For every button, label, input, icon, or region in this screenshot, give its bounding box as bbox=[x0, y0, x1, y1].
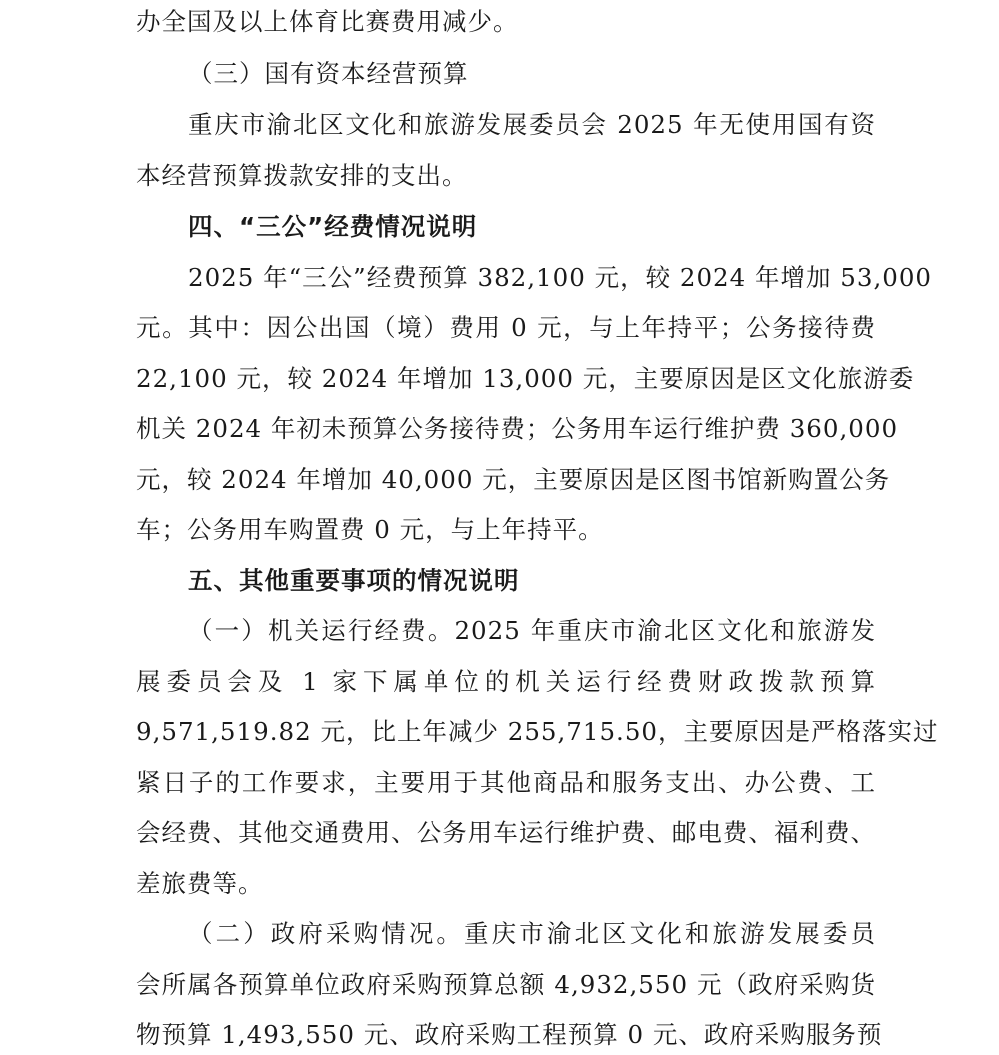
paragraph-line: 9,571,519.82 元，比上年减少 255,715.50，主要原因是严格落实过 bbox=[136, 717, 939, 746]
paragraph-line: 差旅费等。 bbox=[136, 869, 264, 898]
paragraph-line: 22,100 元，较 2024 年增加 13,000 元，主要原因是区文化旅游委 bbox=[136, 364, 915, 393]
paragraph-line: 展委员会及 1 家下属单位的机关运行经费财政拨款预算 bbox=[136, 667, 876, 696]
paragraph-line: （一）机关运行经费。2025 年重庆市渝北区文化和旅游发 bbox=[188, 616, 876, 645]
paragraph-line: 会所属各预算单位政府采购预算总额 4,932,550 元（政府采购货 bbox=[136, 970, 876, 999]
subsection-heading: （三）国有资本经营预算 bbox=[188, 59, 469, 88]
section-heading: 五、其他重要事项的情况说明 bbox=[188, 566, 520, 595]
paragraph-line: 机关 2024 年初未预算公务接待费；公务用车运行维护费 360,000 bbox=[136, 414, 899, 443]
paragraph-line: 2025 年“三公”经费预算 382,100 元，较 2024 年增加 53,000 bbox=[188, 263, 933, 292]
paragraph-line: 元。其中：因公出国（境）费用 0 元，与上年持平；公务接待费 bbox=[136, 313, 876, 342]
paragraph-line: 重庆市渝北区文化和旅游发展委员会 2025 年无使用国有资 bbox=[188, 110, 876, 139]
section-heading: 四、“三公”经费情况说明 bbox=[188, 212, 478, 241]
paragraph-line: （二）政府采购情况。重庆市渝北区文化和旅游发展委员 bbox=[188, 919, 876, 948]
paragraph-line: 办全国及以上体育比赛费用减少。 bbox=[136, 7, 519, 36]
paragraph-line: 元，较 2024 年增加 40,000 元，主要原因是区图书馆新购置公务 bbox=[136, 465, 891, 494]
paragraph-line: 物预算 1,493,550 元、政府采购工程预算 0 元、政府采购服务预 bbox=[136, 1020, 883, 1049]
paragraph-line: 本经营预算拨款安排的支出。 bbox=[136, 161, 468, 190]
paragraph-line: 紧日子的工作要求，主要用于其他商品和服务支出、办公费、工 bbox=[136, 768, 876, 797]
paragraph-line: 会经费、其他交通费用、公务用车运行维护费、邮电费、福利费、 bbox=[136, 818, 876, 847]
paragraph-line: 车；公务用车购置费 0 元，与上年持平。 bbox=[136, 515, 604, 544]
